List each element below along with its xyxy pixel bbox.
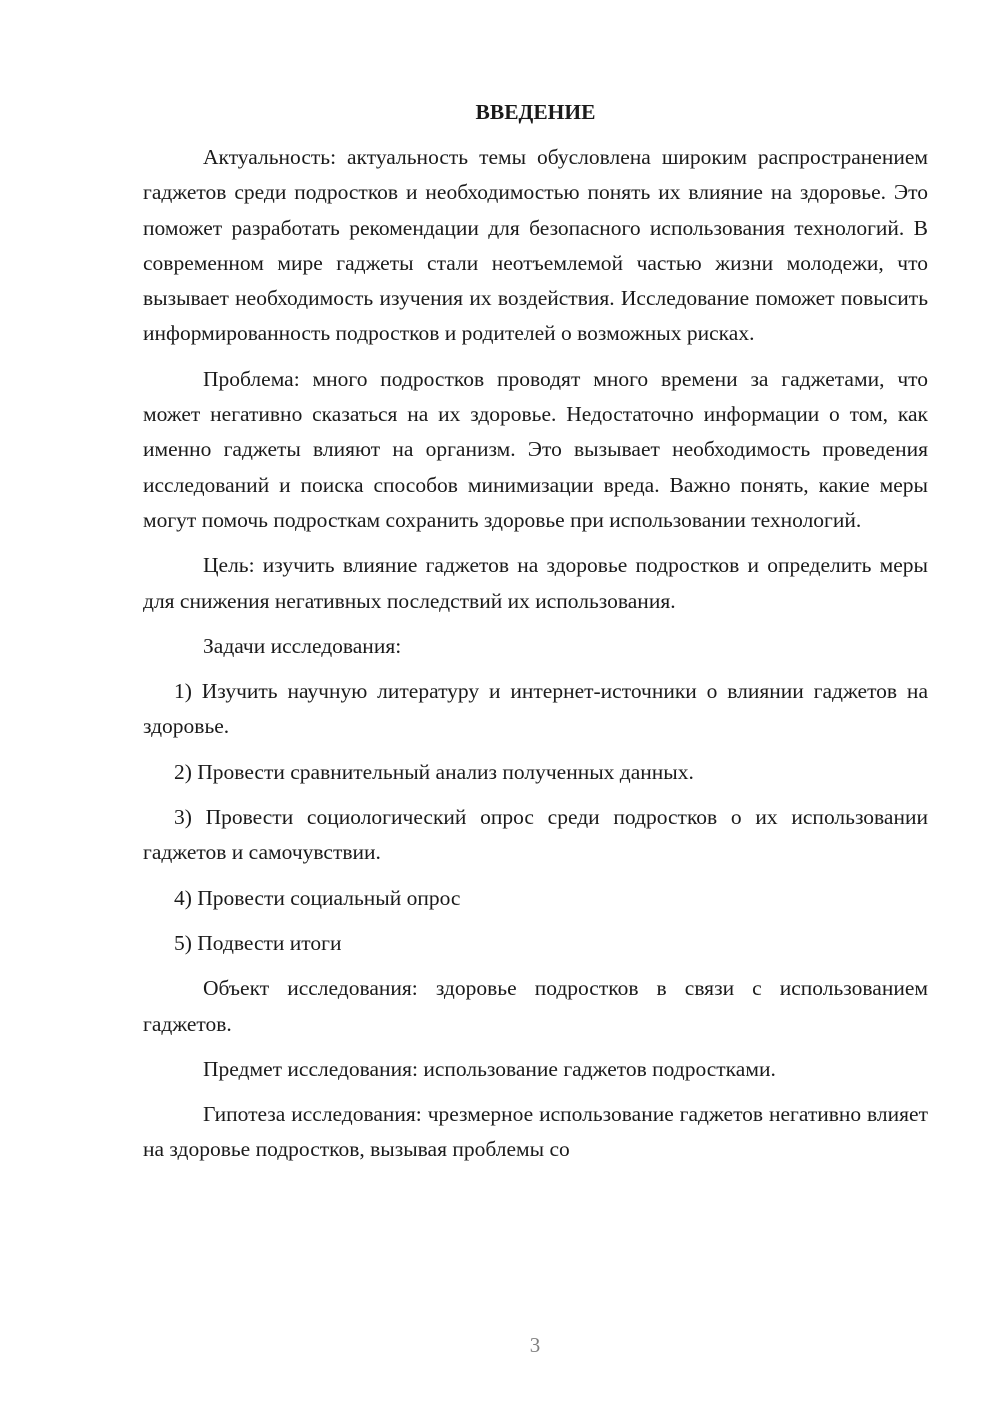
document-title: ВВЕДЕНИЕ — [475, 100, 596, 124]
relevance-paragraph: Актуальность: актуальность темы обусловлена широким распространением гаджетов среди подростков и необходимостью понять их влияние на здоровье. Это поможет разработать рекомендации для безопасного использования технологий. В современном мире гаджеты стали неотъемлемой частью жизни молодежи, что вызывает необходимость изучения их воздействия. Исследование поможет повысить информированность подростков и родителей о возможных рисках. — [143, 145, 928, 346]
subject-paragraph: Предмет исследования: использование гаджетов подростками. — [203, 1056, 776, 1081]
task-item-5: 5) Подвести итоги — [174, 930, 342, 955]
task-item-1: 1) Изучить научную литературу и интернет-источники о влиянии гаджетов на здоровье. — [143, 679, 928, 739]
document-page — [143, 95, 928, 1178]
task-item-4: 4) Провести социальный опрос — [174, 885, 461, 910]
task-item-2: 2) Провести сравнительный анализ полученных данных. — [174, 759, 694, 784]
object-paragraph: Объект исследования: здоровье подростков в связи с использованием гаджетов. — [143, 976, 928, 1036]
problem-paragraph: Проблема: много подростков проводят много времени за гаджетами, что может негативно сказаться на их здоровье. Недостаточно информации о том, как именно гаджеты влияют на организм. Это вызывает необходимость проведения исследований и поиска способов минимизации вреда. Важно понять, какие меры могут помочь подросткам сохранить здоровье при использовании технологий. — [143, 366, 928, 532]
task-item-3: 3) Провести социологический опрос среди подростков о их использовании гаджетов и самочувствии. — [143, 805, 928, 865]
page-number: 3 — [529, 1333, 541, 1357]
goal-paragraph: Цель: изучить влияние гаджетов на здоровье подростков и определить меры для снижения негативных последствий их использования. — [143, 553, 928, 613]
hypothesis-paragraph: Гипотеза исследования: чрезмерное использование гаджетов негативно влияет на здоровье подростков, вызывая проблемы со — [143, 1102, 928, 1162]
tasks-heading: Задачи исследования: — [203, 633, 402, 658]
